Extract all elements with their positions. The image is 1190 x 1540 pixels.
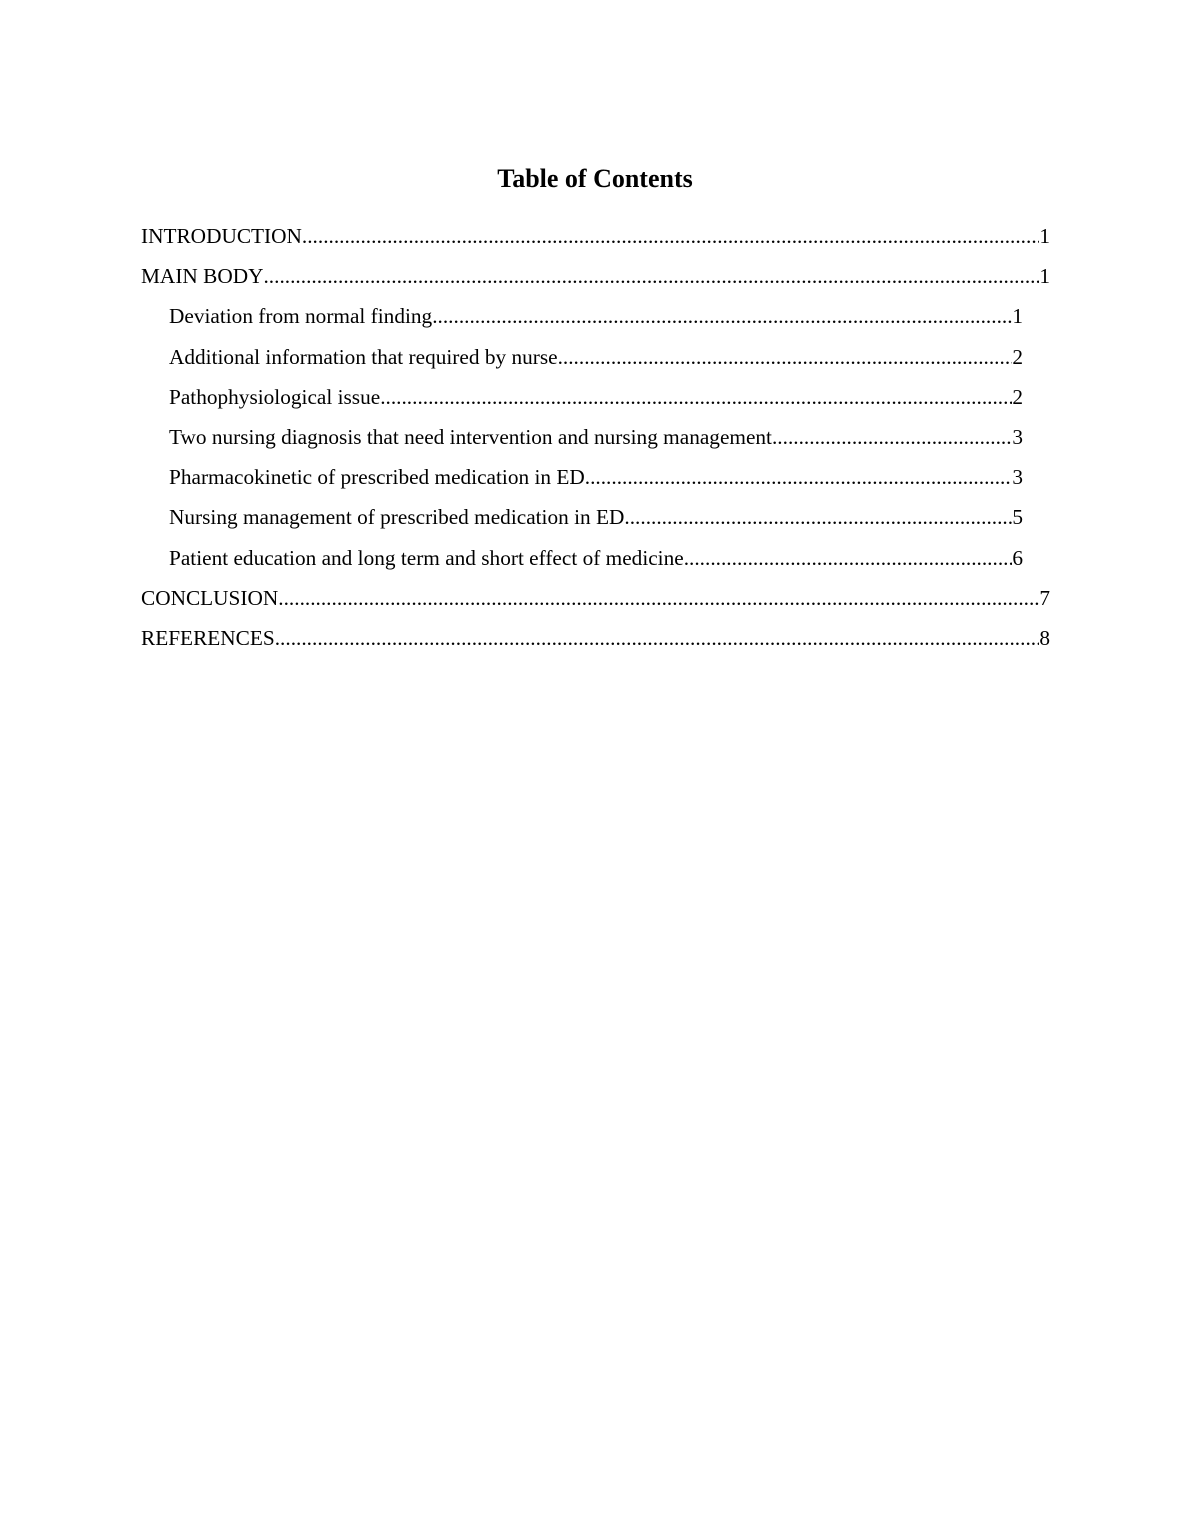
toc-entry-additional-information[interactable] bbox=[169, 341, 1023, 381]
toc-entry-page-number: 1 bbox=[1039, 224, 1050, 248]
dot-leader bbox=[432, 300, 1012, 332]
toc-entry-page-number: 3 bbox=[1012, 424, 1023, 449]
dot-leader bbox=[684, 542, 1013, 574]
toc-entry-page-number: 2 bbox=[1012, 344, 1023, 369]
dot-leader bbox=[263, 260, 1039, 292]
toc-entry-label: Pharmacokinetic of prescribed medication in ED bbox=[169, 461, 585, 493]
toc-list bbox=[0, 220, 1190, 662]
toc-entry-label: REFERENCES bbox=[141, 622, 275, 654]
toc-entry-label: Pathophysiological issue bbox=[169, 381, 380, 413]
toc-entry-main-body[interactable] bbox=[141, 260, 1050, 300]
toc-entry-label: CONCLUSION bbox=[141, 582, 278, 614]
dot-leader bbox=[772, 421, 1012, 453]
toc-entry-label: MAIN BODY bbox=[141, 260, 263, 292]
dot-leader bbox=[302, 220, 1039, 252]
toc-entry-page-number: 2 bbox=[1012, 384, 1023, 409]
toc-entry-pathophysiological-issue[interactable] bbox=[169, 381, 1023, 421]
toc-entry-label: INTRODUCTION bbox=[141, 220, 302, 252]
toc-entry-conclusion[interactable] bbox=[141, 582, 1050, 622]
toc-entry-nursing-diagnosis[interactable] bbox=[169, 421, 1023, 461]
toc-entry-label: Additional information that required by nurse bbox=[169, 341, 558, 373]
toc-entry-page-number: 7 bbox=[1039, 585, 1050, 610]
toc-entry-page-number: 3 bbox=[1012, 465, 1023, 490]
toc-entry-page-number: 6 bbox=[1012, 545, 1023, 570]
toc-entry-label: Two nursing diagnosis that need intervention and nursing management bbox=[169, 421, 772, 453]
toc-title: Table of Contents bbox=[497, 164, 693, 193]
toc-entry-label: Nursing management of prescribed medication in ED bbox=[169, 501, 624, 533]
toc-entry-references[interactable] bbox=[141, 622, 1050, 662]
toc-entry-introduction[interactable] bbox=[141, 220, 1050, 260]
toc-entry-pharmacokinetic[interactable] bbox=[169, 461, 1023, 501]
toc-entry-page-number: 1 bbox=[1012, 304, 1023, 329]
toc-entry-page-number: 1 bbox=[1039, 264, 1050, 289]
toc-entry-patient-education[interactable] bbox=[169, 542, 1023, 582]
dot-leader bbox=[380, 381, 1012, 413]
dot-leader bbox=[558, 341, 1013, 373]
toc-entry-label: Patient education and long term and short effect of medicine bbox=[169, 542, 684, 574]
dot-leader bbox=[585, 461, 1013, 493]
toc-entry-nursing-management[interactable] bbox=[169, 501, 1023, 541]
dot-leader bbox=[275, 622, 1040, 654]
toc-entry-label: Deviation from normal finding bbox=[169, 300, 432, 332]
dot-leader bbox=[624, 501, 1012, 533]
toc-entry-page-number: 8 bbox=[1039, 625, 1050, 650]
dot-leader bbox=[278, 582, 1039, 614]
toc-entry-deviation[interactable] bbox=[169, 300, 1023, 340]
toc-entry-page-number: 5 bbox=[1012, 505, 1023, 530]
